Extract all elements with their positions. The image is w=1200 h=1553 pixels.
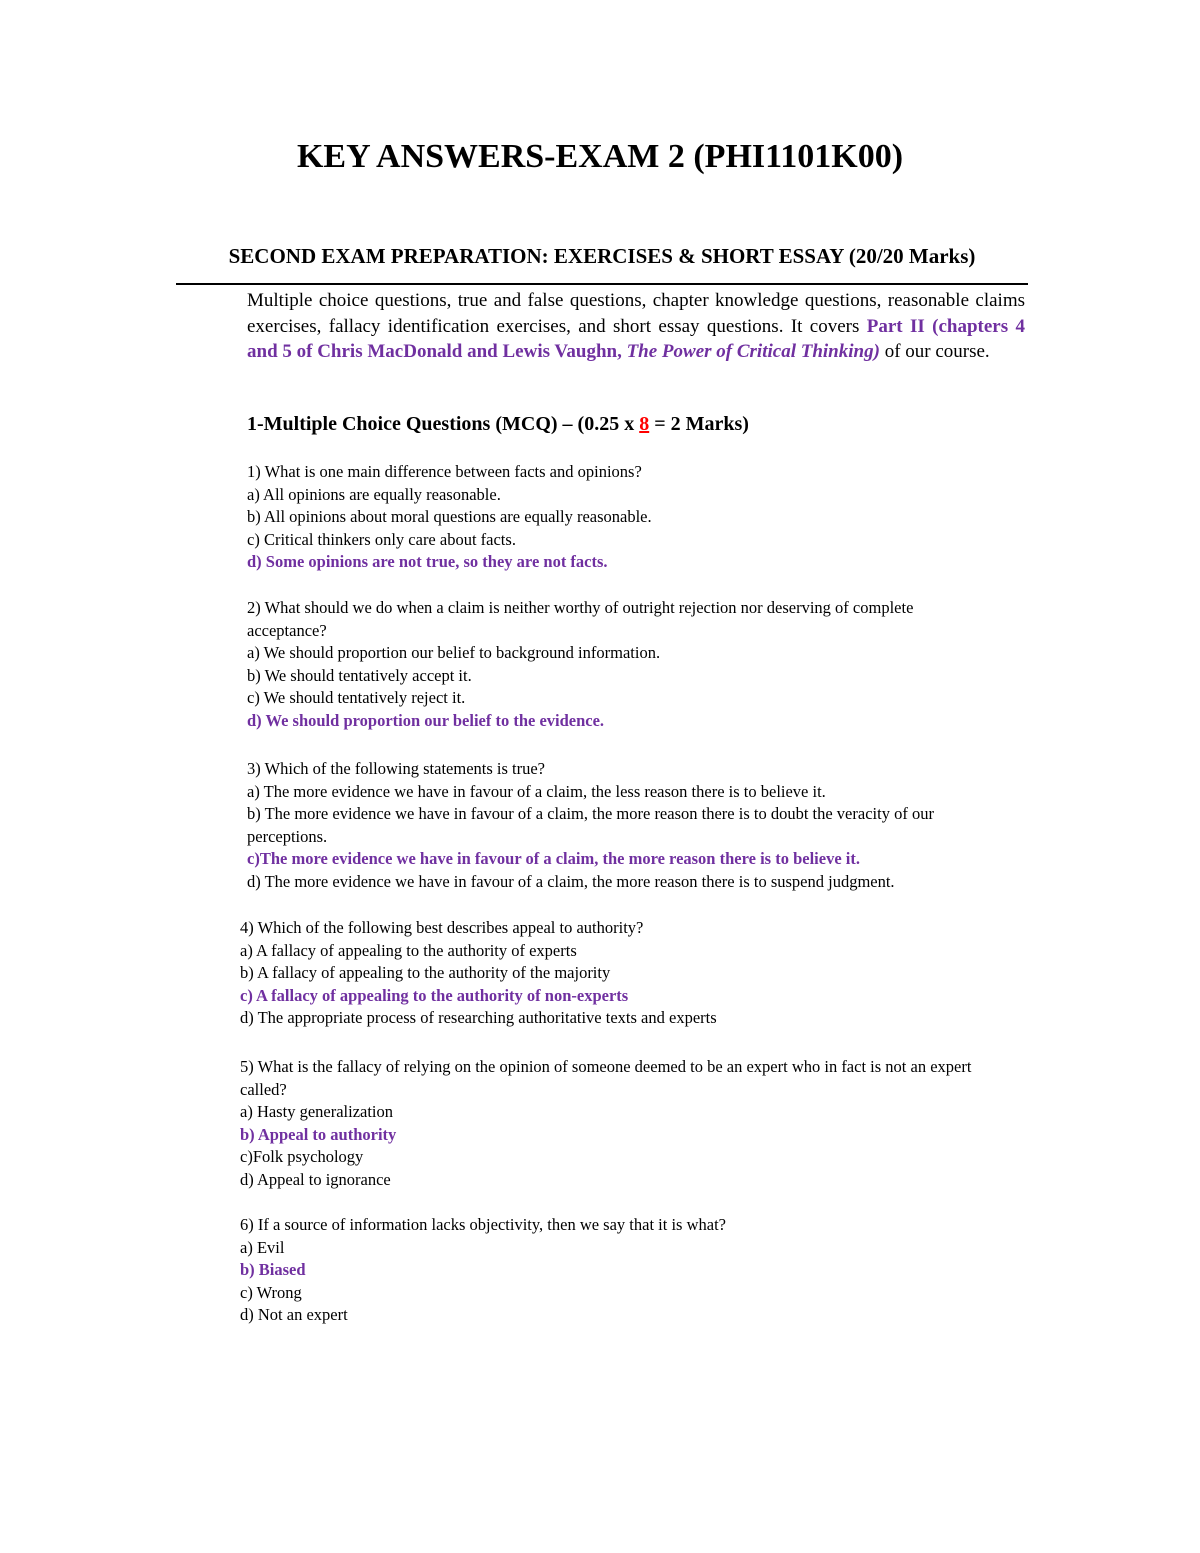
option-d-correct-answer: d) Some opinions are not true, so they are not facts.	[247, 552, 608, 572]
option-b: b) All opinions about moral questions are equally reasonable.	[247, 507, 652, 527]
option-b: b) The more evidence we have in favour of a claim, the more reason there is to doubt the veracity of our perceptions.	[247, 804, 934, 846]
option-c: c) Critical thinkers only care about facts.	[247, 529, 516, 549]
option-c: c)Folk psychology	[240, 1147, 364, 1167]
option-d-correct-answer: d) We should proportion our belief to the evidence.	[247, 710, 605, 730]
option-a: a) Hasty generalization	[240, 1102, 394, 1122]
option-b: b) We should tentatively accept it.	[247, 665, 472, 685]
option-b: b) A fallacy of appealing to the authority of the majority	[240, 963, 611, 983]
intro-text-end: of our course.	[879, 341, 990, 362]
option-a: a) The more evidence we have in favour of a claim, the less reason there is to believe it.	[247, 781, 826, 801]
question-2	[247, 597, 1027, 733]
question-prompt: 6) If a source of information lacks objectivity, then we say that it is what?	[240, 1215, 726, 1234]
question-3	[247, 758, 1027, 894]
mcq-heading-mid: (MCQ) – (0.25 x	[495, 413, 640, 435]
option-b-correct-answer: b) Appeal to authority	[240, 1124, 397, 1144]
intro-book-title: The Power of Critical Thinking)	[626, 341, 880, 362]
option-a: a) We should proportion our belief to background information.	[247, 643, 661, 663]
option-a: a) A fallacy of appealing to the authority of experts	[240, 940, 577, 960]
intro-paragraph	[247, 288, 1025, 365]
intro-text: Multiple choice questions, true and false questions, chapter knowledge questions, reasonable claims exercises, fallacy identification exercises, and short essay questions. It covers	[247, 290, 1025, 337]
option-a: a) All opinions are equally reasonable.	[247, 484, 501, 504]
question-5	[240, 1056, 1020, 1192]
option-d: d) The more evidence we have in favour of a claim, the more reason there is to suspend judgment.	[247, 871, 895, 891]
option-c-correct-answer: c) A fallacy of appealing to the authority of non-experts	[240, 985, 629, 1005]
mcq-heading	[247, 413, 749, 436]
question-prompt: 2) What should we do when a claim is neither worthy of outright rejection nor deserving of complete acceptance?	[247, 598, 914, 640]
mcq-question-count: 8	[639, 413, 650, 435]
option-c: c) We should tentatively reject it.	[247, 688, 466, 708]
option-d: d) The appropriate process of researching authoritative texts and experts	[240, 1008, 717, 1028]
option-c: c) Wrong	[240, 1282, 302, 1302]
section-divider	[176, 283, 1028, 285]
option-d: d) Appeal to ignorance	[240, 1169, 391, 1189]
option-b-correct-answer: b) Biased	[240, 1260, 306, 1280]
option-d: d) Not an expert	[240, 1305, 348, 1325]
question-prompt: 3) Which of the following statements is true?	[247, 759, 545, 778]
question-prompt: 1) What is one main difference between facts and opinions?	[247, 462, 642, 481]
option-c-correct-answer: c)The more evidence we have in favour of a claim, the more reason there is to believe it.	[247, 849, 860, 869]
intro-chapters-highlight: Part II (chapters 4 and 5 of Chris MacDonald and Lewis Vaughn,	[247, 315, 1025, 362]
option-a: a) Evil	[240, 1237, 285, 1257]
question-1	[247, 461, 1027, 574]
question-6	[240, 1214, 1020, 1327]
mcq-heading-prefix: 1-Multiple Choice Questions	[247, 413, 496, 435]
question-4	[240, 917, 1020, 1030]
mcq-heading-suffix: = 2 Marks)	[649, 413, 749, 435]
question-prompt: 5) What is the fallacy of relying on the opinion of someone deemed to be an expert who in fact is not an expert called?	[240, 1057, 972, 1099]
page-title: KEY ANSWERS-EXAM 2 (PHI1101K00)	[296, 138, 904, 175]
question-prompt: 4) Which of the following best describes appeal to authority?	[240, 918, 644, 937]
section-heading: SECOND EXAM PREPARATION: EXERCISES & SHORT ESSAY (20/20 Marks)	[228, 244, 976, 268]
